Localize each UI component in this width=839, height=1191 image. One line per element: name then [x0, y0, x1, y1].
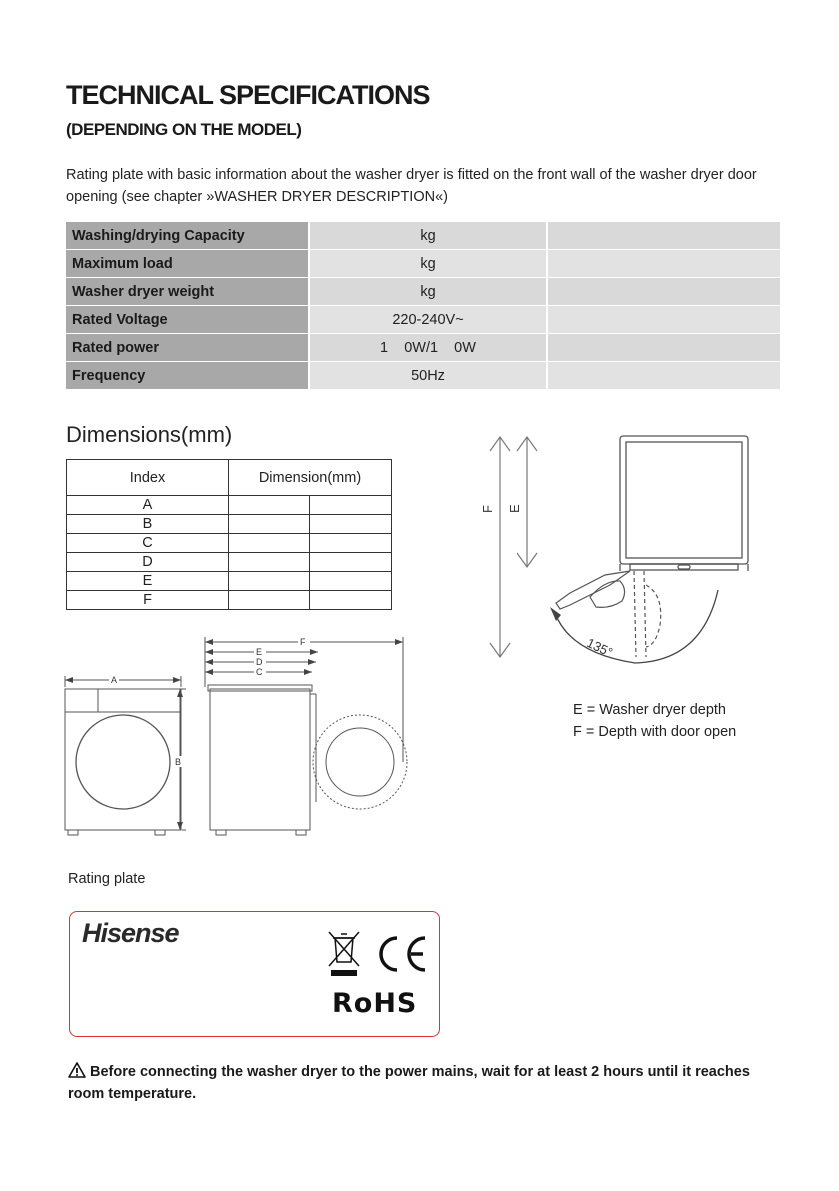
rating-plate [69, 911, 440, 1037]
spec-blank [547, 250, 780, 278]
door-open-outline [313, 715, 407, 809]
legend-f: F = Depth with door open [573, 724, 737, 740]
rating-plate-label: Rating plate [68, 871, 146, 887]
spec-row [66, 278, 780, 306]
page-title: TECHNICAL SPECIFICATIONS [66, 80, 430, 110]
spec-value: 50Hz [309, 362, 547, 390]
dimension-table [66, 459, 392, 610]
warning-text: Before connecting the washer dryer to the power mains, wait for at least 2 hours until it reaches room temperature. [68, 1064, 750, 1102]
front-door [76, 715, 170, 809]
spec-blank [547, 362, 780, 390]
door-angle-label: 135° [584, 635, 616, 660]
spec-table [66, 222, 780, 390]
dimensions-heading: Dimensions(mm) [66, 422, 233, 447]
top-label-f: F [480, 505, 495, 513]
spec-row [66, 222, 780, 250]
front-label-b: B [175, 757, 182, 767]
spec-value: 1 0W/1 0W [309, 334, 547, 362]
spec-label: Rated power [66, 334, 309, 362]
dimension-header-index: Index [67, 460, 229, 496]
legend-e: E = Washer dryer depth [573, 702, 726, 718]
dimension-row [67, 572, 392, 591]
ce-mark-icon [373, 934, 431, 974]
spec-blank [547, 334, 780, 362]
spec-blank [547, 222, 780, 250]
front-label-a: A [111, 675, 118, 685]
dimension-index: D [67, 553, 229, 572]
spec-blank [547, 278, 780, 306]
spec-value: kg [309, 250, 547, 278]
dimension-index: B [67, 515, 229, 534]
door-swing-arc [555, 590, 718, 663]
spec-label: Maximum load [66, 250, 309, 278]
dimension-row [67, 534, 392, 553]
dimension-header-value: Dimension(mm) [229, 460, 392, 496]
spec-value: kg [309, 278, 547, 306]
front-side-diagram [60, 632, 410, 842]
spec-row [66, 306, 780, 334]
dimension-index: C [67, 534, 229, 553]
spec-blank [547, 306, 780, 334]
dimension-row [67, 553, 392, 572]
top-view-diagram [470, 425, 770, 675]
dimension-row [67, 591, 392, 610]
dimension-index: F [67, 591, 229, 610]
top-label-e: E [507, 504, 522, 513]
side-label-d: D [256, 657, 263, 667]
side-view [210, 689, 310, 830]
warning-note [68, 1061, 758, 1105]
warning-icon [68, 1062, 86, 1078]
dimension-row [67, 496, 392, 515]
spec-row [66, 334, 780, 362]
spec-label: Rated Voltage [66, 306, 309, 334]
page-subtitle: (DEPENDING ON THE MODEL) [66, 120, 302, 139]
spec-value: kg [309, 222, 547, 250]
dimension-index: A [67, 496, 229, 515]
intro-paragraph: Rating plate with basic information about the washer dryer is fitted on the front wall of the washer dryer door opening (see chapter »WASHER DRYER DESCRIPTION«) [66, 167, 757, 205]
cabinet-top-view [620, 436, 748, 571]
brand-logo: Hisense [82, 918, 179, 948]
ce-mark-text: CE [373, 934, 375, 935]
dimension-row [67, 515, 392, 534]
spec-label: Washer dryer weight [66, 278, 309, 306]
rohs-mark: RoHS [332, 988, 418, 1019]
spec-value: 220-240V~ [309, 306, 547, 334]
spec-row [66, 250, 780, 278]
spec-row [66, 362, 780, 390]
side-label-e: E [256, 647, 263, 657]
side-label-c: C [256, 667, 263, 677]
weee-bin-icon [325, 928, 365, 978]
spec-label: Washing/drying Capacity [66, 222, 309, 250]
spec-label: Frequency [66, 362, 309, 390]
side-label-f: F [300, 637, 306, 647]
dimension-index: E [67, 572, 229, 591]
